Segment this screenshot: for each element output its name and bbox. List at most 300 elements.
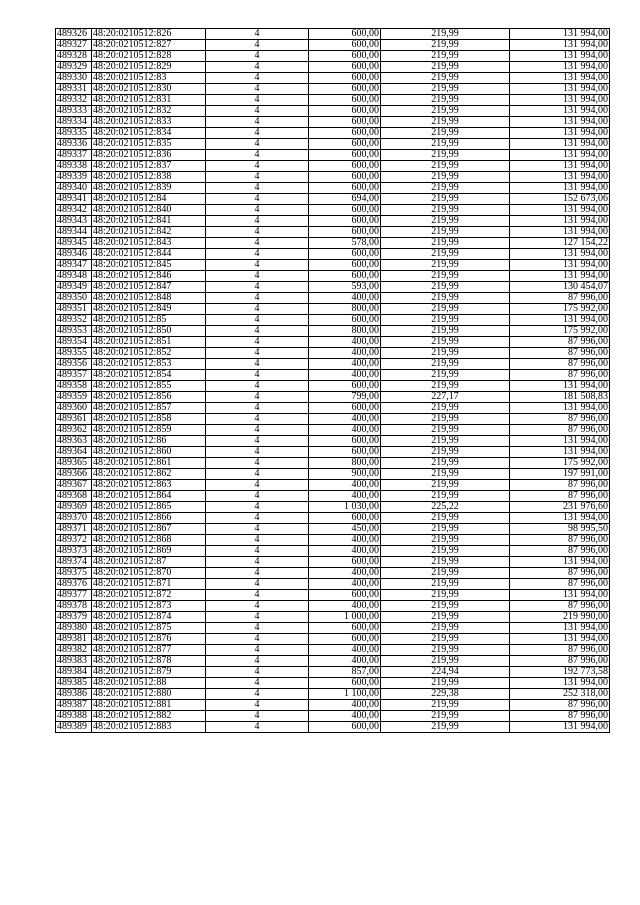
cadastral-number-cell: 48:20:0210512:878: [92, 656, 206, 667]
rate-cell: 219,99: [381, 84, 510, 95]
group-cell: 4: [206, 95, 309, 106]
row-id-cell: 489326: [56, 29, 92, 40]
value-cell: 87 996,00: [510, 337, 610, 348]
row-id-cell: 489337: [56, 150, 92, 161]
area-cell: 600,00: [309, 623, 381, 634]
value-cell: 131 994,00: [510, 403, 610, 414]
row-id-cell: 489340: [56, 183, 92, 194]
value-cell: 87 996,00: [510, 491, 610, 502]
rate-cell: 227,17: [381, 392, 510, 403]
area-cell: 593,00: [309, 282, 381, 293]
table-row: [56, 601, 610, 612]
rate-cell: 219,99: [381, 95, 510, 106]
value-cell: 87 996,00: [510, 700, 610, 711]
area-cell: 400,00: [309, 656, 381, 667]
row-id-cell: 489378: [56, 601, 92, 612]
group-cell: 4: [206, 337, 309, 348]
table-row: [56, 238, 610, 249]
area-cell: 694,00: [309, 194, 381, 205]
group-cell: 4: [206, 469, 309, 480]
cadastral-number-cell: 48:20:0210512:840: [92, 205, 206, 216]
group-cell: 4: [206, 29, 309, 40]
row-id-cell: 489347: [56, 260, 92, 271]
rate-cell: 219,99: [381, 557, 510, 568]
group-cell: 4: [206, 568, 309, 579]
area-cell: 600,00: [309, 161, 381, 172]
area-cell: 600,00: [309, 436, 381, 447]
row-id-cell: 489350: [56, 293, 92, 304]
cadastral-number-cell: 48:20:0210512:883: [92, 722, 206, 733]
cadastral-number-cell: 48:20:0210512:857: [92, 403, 206, 414]
rate-cell: 219,99: [381, 579, 510, 590]
area-cell: 400,00: [309, 700, 381, 711]
table-row: [56, 722, 610, 733]
rate-cell: 219,99: [381, 293, 510, 304]
group-cell: 4: [206, 436, 309, 447]
cadastral-number-cell: 48:20:0210512:864: [92, 491, 206, 502]
area-cell: 1 030,00: [309, 502, 381, 513]
group-cell: 4: [206, 62, 309, 73]
area-cell: 600,00: [309, 51, 381, 62]
cadastral-number-cell: 48:20:0210512:841: [92, 216, 206, 227]
group-cell: 4: [206, 491, 309, 502]
group-cell: 4: [206, 205, 309, 216]
rate-cell: 219,99: [381, 205, 510, 216]
value-cell: 131 994,00: [510, 29, 610, 40]
cadastral-number-cell: 48:20:0210512:856: [92, 392, 206, 403]
rate-cell: 219,99: [381, 535, 510, 546]
table-row: [56, 183, 610, 194]
rate-cell: 219,99: [381, 403, 510, 414]
row-id-cell: 489370: [56, 513, 92, 524]
group-cell: 4: [206, 689, 309, 700]
rate-cell: 229,38: [381, 689, 510, 700]
area-cell: 600,00: [309, 150, 381, 161]
cadastral-number-cell: 48:20:0210512:870: [92, 568, 206, 579]
row-id-cell: 489380: [56, 623, 92, 634]
rate-cell: 219,99: [381, 678, 510, 689]
row-id-cell: 489361: [56, 414, 92, 425]
value-cell: 231 976,60: [510, 502, 610, 513]
group-cell: 4: [206, 304, 309, 315]
table-row: [56, 348, 610, 359]
rate-cell: 219,99: [381, 711, 510, 722]
group-cell: 4: [206, 370, 309, 381]
group-cell: 4: [206, 601, 309, 612]
value-cell: 152 673,06: [510, 194, 610, 205]
area-cell: 400,00: [309, 568, 381, 579]
group-cell: 4: [206, 557, 309, 568]
value-cell: 131 994,00: [510, 95, 610, 106]
value-cell: 87 996,00: [510, 425, 610, 436]
cadastral-number-cell: 48:20:0210512:849: [92, 304, 206, 315]
table-row: [56, 667, 610, 678]
row-id-cell: 489375: [56, 568, 92, 579]
area-cell: 600,00: [309, 403, 381, 414]
cadastral-number-cell: 48:20:0210512:83: [92, 73, 206, 84]
rate-cell: 219,99: [381, 469, 510, 480]
group-cell: 4: [206, 722, 309, 733]
area-cell: 600,00: [309, 447, 381, 458]
row-id-cell: 489336: [56, 139, 92, 150]
row-id-cell: 489345: [56, 238, 92, 249]
rate-cell: 219,99: [381, 128, 510, 139]
table-row: [56, 502, 610, 513]
cadastral-number-cell: 48:20:0210512:879: [92, 667, 206, 678]
value-cell: 131 994,00: [510, 623, 610, 634]
value-cell: 131 994,00: [510, 84, 610, 95]
group-cell: 4: [206, 656, 309, 667]
rate-cell: 219,99: [381, 249, 510, 260]
row-id-cell: 489365: [56, 458, 92, 469]
table-row: [56, 315, 610, 326]
rate-cell: 219,99: [381, 590, 510, 601]
rate-cell: 219,99: [381, 513, 510, 524]
group-cell: 4: [206, 183, 309, 194]
rate-cell: 219,99: [381, 612, 510, 623]
row-id-cell: 489353: [56, 326, 92, 337]
row-id-cell: 489363: [56, 436, 92, 447]
area-cell: 600,00: [309, 73, 381, 84]
row-id-cell: 489334: [56, 117, 92, 128]
value-cell: 87 996,00: [510, 645, 610, 656]
table-row: [56, 480, 610, 491]
row-id-cell: 489348: [56, 271, 92, 282]
table-row: [56, 711, 610, 722]
cadastral-number-cell: 48:20:0210512:872: [92, 590, 206, 601]
row-id-cell: 489357: [56, 370, 92, 381]
table-row: [56, 568, 610, 579]
cadastral-number-cell: 48:20:0210512:852: [92, 348, 206, 359]
group-cell: 4: [206, 249, 309, 260]
rate-cell: 219,99: [381, 194, 510, 205]
row-id-cell: 489349: [56, 282, 92, 293]
group-cell: 4: [206, 40, 309, 51]
table-row: [56, 205, 610, 216]
group-cell: 4: [206, 546, 309, 557]
rate-cell: 219,99: [381, 238, 510, 249]
cadastral-number-cell: 48:20:0210512:854: [92, 370, 206, 381]
value-cell: 131 994,00: [510, 51, 610, 62]
cadastral-number-cell: 48:20:0210512:869: [92, 546, 206, 557]
rate-cell: 219,99: [381, 524, 510, 535]
rate-cell: 219,99: [381, 117, 510, 128]
rate-cell: 219,99: [381, 722, 510, 733]
value-cell: 87 996,00: [510, 359, 610, 370]
cadastral-number-cell: 48:20:0210512:86: [92, 436, 206, 447]
area-cell: 600,00: [309, 381, 381, 392]
value-cell: 219 990,00: [510, 612, 610, 623]
value-cell: 131 994,00: [510, 436, 610, 447]
rate-cell: 219,99: [381, 447, 510, 458]
value-cell: 131 994,00: [510, 381, 610, 392]
table-row: [56, 139, 610, 150]
row-id-cell: 489374: [56, 557, 92, 568]
cadastral-number-cell: 48:20:0210512:826: [92, 29, 206, 40]
row-id-cell: 489377: [56, 590, 92, 601]
value-cell: 131 994,00: [510, 722, 610, 733]
area-cell: 600,00: [309, 634, 381, 645]
row-id-cell: 489384: [56, 667, 92, 678]
group-cell: 4: [206, 458, 309, 469]
row-id-cell: 489329: [56, 62, 92, 73]
table-row: [56, 700, 610, 711]
table-row: [56, 150, 610, 161]
cadastral-number-cell: 48:20:0210512:858: [92, 414, 206, 425]
area-cell: 400,00: [309, 425, 381, 436]
group-cell: 4: [206, 260, 309, 271]
cadastral-number-cell: 48:20:0210512:846: [92, 271, 206, 282]
table-row: [56, 370, 610, 381]
area-cell: 900,00: [309, 469, 381, 480]
table-row: [56, 194, 610, 205]
row-id-cell: 489341: [56, 194, 92, 205]
area-cell: 450,00: [309, 524, 381, 535]
value-cell: 87 996,00: [510, 546, 610, 557]
cadastral-number-cell: 48:20:0210512:833: [92, 117, 206, 128]
area-cell: 400,00: [309, 711, 381, 722]
table-row: [56, 656, 610, 667]
rate-cell: 219,99: [381, 568, 510, 579]
rate-cell: 224,94: [381, 667, 510, 678]
cadastral-number-cell: 48:20:0210512:835: [92, 139, 206, 150]
group-cell: 4: [206, 315, 309, 326]
table-row: [56, 458, 610, 469]
table-row: [56, 414, 610, 425]
area-cell: 799,00: [309, 392, 381, 403]
row-id-cell: 489355: [56, 348, 92, 359]
rate-cell: 219,99: [381, 282, 510, 293]
cadastral-number-cell: 48:20:0210512:834: [92, 128, 206, 139]
group-cell: 4: [206, 194, 309, 205]
rate-cell: 219,99: [381, 40, 510, 51]
value-cell: 131 994,00: [510, 150, 610, 161]
group-cell: 4: [206, 216, 309, 227]
group-cell: 4: [206, 678, 309, 689]
group-cell: 4: [206, 535, 309, 546]
row-id-cell: 489332: [56, 95, 92, 106]
group-cell: 4: [206, 524, 309, 535]
area-cell: 600,00: [309, 40, 381, 51]
table-row: [56, 678, 610, 689]
group-cell: 4: [206, 667, 309, 678]
table-row: [56, 436, 610, 447]
rate-cell: 219,99: [381, 326, 510, 337]
table-row: [56, 304, 610, 315]
value-cell: 87 996,00: [510, 711, 610, 722]
value-cell: 175 992,00: [510, 458, 610, 469]
cadastral-number-cell: 48:20:0210512:845: [92, 260, 206, 271]
table-row: [56, 62, 610, 73]
value-cell: 131 994,00: [510, 227, 610, 238]
table-row: [56, 282, 610, 293]
value-cell: 252 318,00: [510, 689, 610, 700]
cadastral-number-cell: 48:20:0210512:867: [92, 524, 206, 535]
table-row: [56, 469, 610, 480]
cadastral-number-cell: 48:20:0210512:832: [92, 106, 206, 117]
rate-cell: 219,99: [381, 337, 510, 348]
table-row: [56, 227, 610, 238]
area-cell: 600,00: [309, 271, 381, 282]
cadastral-number-cell: 48:20:0210512:839: [92, 183, 206, 194]
rate-cell: 219,99: [381, 634, 510, 645]
rate-cell: 219,99: [381, 458, 510, 469]
area-cell: 600,00: [309, 183, 381, 194]
group-cell: 4: [206, 128, 309, 139]
cadastral-number-cell: 48:20:0210512:877: [92, 645, 206, 656]
cadastral-number-cell: 48:20:0210512:874: [92, 612, 206, 623]
cadastral-number-cell: 48:20:0210512:859: [92, 425, 206, 436]
value-cell: 130 454,07: [510, 282, 610, 293]
rate-cell: 219,99: [381, 227, 510, 238]
area-cell: 600,00: [309, 216, 381, 227]
table-row: [56, 425, 610, 436]
table-row: [56, 84, 610, 95]
value-cell: 192 773,58: [510, 667, 610, 678]
table-row: [56, 29, 610, 40]
table-row: [56, 590, 610, 601]
area-cell: 400,00: [309, 414, 381, 425]
row-id-cell: 489360: [56, 403, 92, 414]
group-cell: 4: [206, 513, 309, 524]
row-id-cell: 489383: [56, 656, 92, 667]
cadastral-number-cell: 48:20:0210512:855: [92, 381, 206, 392]
table-row: [56, 689, 610, 700]
rate-cell: 219,99: [381, 183, 510, 194]
rate-cell: 219,99: [381, 601, 510, 612]
group-cell: 4: [206, 480, 309, 491]
rate-cell: 219,99: [381, 161, 510, 172]
group-cell: 4: [206, 579, 309, 590]
value-cell: 131 994,00: [510, 447, 610, 458]
table-row: [56, 40, 610, 51]
area-cell: 400,00: [309, 645, 381, 656]
table-row: [56, 249, 610, 260]
row-id-cell: 489358: [56, 381, 92, 392]
rate-cell: 219,99: [381, 436, 510, 447]
group-cell: 4: [206, 711, 309, 722]
value-cell: 98 995,50: [510, 524, 610, 535]
row-id-cell: 489352: [56, 315, 92, 326]
rate-cell: 219,99: [381, 304, 510, 315]
value-cell: 181 508,83: [510, 392, 610, 403]
table-row: [56, 612, 610, 623]
rate-cell: 219,99: [381, 359, 510, 370]
rate-cell: 219,99: [381, 260, 510, 271]
table-row: [56, 95, 610, 106]
cadastral-number-cell: 48:20:0210512:862: [92, 469, 206, 480]
value-cell: 87 996,00: [510, 348, 610, 359]
rate-cell: 219,99: [381, 645, 510, 656]
cadastral-number-cell: 48:20:0210512:882: [92, 711, 206, 722]
area-cell: 600,00: [309, 227, 381, 238]
cadastral-number-cell: 48:20:0210512:866: [92, 513, 206, 524]
row-id-cell: 489354: [56, 337, 92, 348]
value-cell: 131 994,00: [510, 271, 610, 282]
row-id-cell: 489373: [56, 546, 92, 557]
cadastral-number-cell: 48:20:0210512:848: [92, 293, 206, 304]
value-cell: 131 994,00: [510, 678, 610, 689]
area-cell: 578,00: [309, 238, 381, 249]
group-cell: 4: [206, 271, 309, 282]
group-cell: 4: [206, 161, 309, 172]
group-cell: 4: [206, 634, 309, 645]
cadastral-number-cell: 48:20:0210512:847: [92, 282, 206, 293]
row-id-cell: 489362: [56, 425, 92, 436]
group-cell: 4: [206, 326, 309, 337]
cadastral-number-cell: 48:20:0210512:850: [92, 326, 206, 337]
table-row: [56, 117, 610, 128]
table-row: [56, 579, 610, 590]
cadastral-number-cell: 48:20:0210512:881: [92, 700, 206, 711]
row-id-cell: 489359: [56, 392, 92, 403]
table-row: [56, 645, 610, 656]
value-cell: 131 994,00: [510, 161, 610, 172]
rate-cell: 219,99: [381, 656, 510, 667]
row-id-cell: 489343: [56, 216, 92, 227]
rate-cell: 219,99: [381, 546, 510, 557]
row-id-cell: 489386: [56, 689, 92, 700]
area-cell: 400,00: [309, 480, 381, 491]
row-id-cell: 489346: [56, 249, 92, 260]
value-cell: 131 994,00: [510, 106, 610, 117]
group-cell: 4: [206, 700, 309, 711]
row-id-cell: 489344: [56, 227, 92, 238]
value-cell: 131 994,00: [510, 128, 610, 139]
area-cell: 600,00: [309, 315, 381, 326]
group-cell: 4: [206, 282, 309, 293]
table-row: [56, 293, 610, 304]
cadastral-number-cell: 48:20:0210512:87: [92, 557, 206, 568]
group-cell: 4: [206, 172, 309, 183]
row-id-cell: 489339: [56, 172, 92, 183]
cadastral-number-cell: 48:20:0210512:843: [92, 238, 206, 249]
cadastral-number-cell: 48:20:0210512:85: [92, 315, 206, 326]
area-cell: 600,00: [309, 678, 381, 689]
cadastral-number-cell: 48:20:0210512:829: [92, 62, 206, 73]
rate-cell: 225,22: [381, 502, 510, 513]
value-cell: 87 996,00: [510, 656, 610, 667]
group-cell: 4: [206, 359, 309, 370]
table-row: [56, 513, 610, 524]
row-id-cell: 489385: [56, 678, 92, 689]
row-id-cell: 489331: [56, 84, 92, 95]
row-id-cell: 489327: [56, 40, 92, 51]
cadastral-number-cell: 48:20:0210512:873: [92, 601, 206, 612]
row-id-cell: 489382: [56, 645, 92, 656]
rate-cell: 219,99: [381, 381, 510, 392]
rate-cell: 219,99: [381, 106, 510, 117]
group-cell: 4: [206, 238, 309, 249]
row-id-cell: 489330: [56, 73, 92, 84]
area-cell: 600,00: [309, 722, 381, 733]
cadastral-number-cell: 48:20:0210512:865: [92, 502, 206, 513]
rate-cell: 219,99: [381, 414, 510, 425]
cadastral-number-cell: 48:20:0210512:851: [92, 337, 206, 348]
cadastral-number-cell: 48:20:0210512:863: [92, 480, 206, 491]
value-cell: 87 996,00: [510, 480, 610, 491]
value-cell: 87 996,00: [510, 568, 610, 579]
row-id-cell: 489338: [56, 161, 92, 172]
value-cell: 87 996,00: [510, 293, 610, 304]
cadastral-number-cell: 48:20:0210512:860: [92, 447, 206, 458]
row-id-cell: 489351: [56, 304, 92, 315]
area-cell: 600,00: [309, 95, 381, 106]
cadastral-number-cell: 48:20:0210512:876: [92, 634, 206, 645]
value-cell: 131 994,00: [510, 249, 610, 260]
table-row: [56, 271, 610, 282]
cadastral-number-cell: 48:20:0210512:88: [92, 678, 206, 689]
